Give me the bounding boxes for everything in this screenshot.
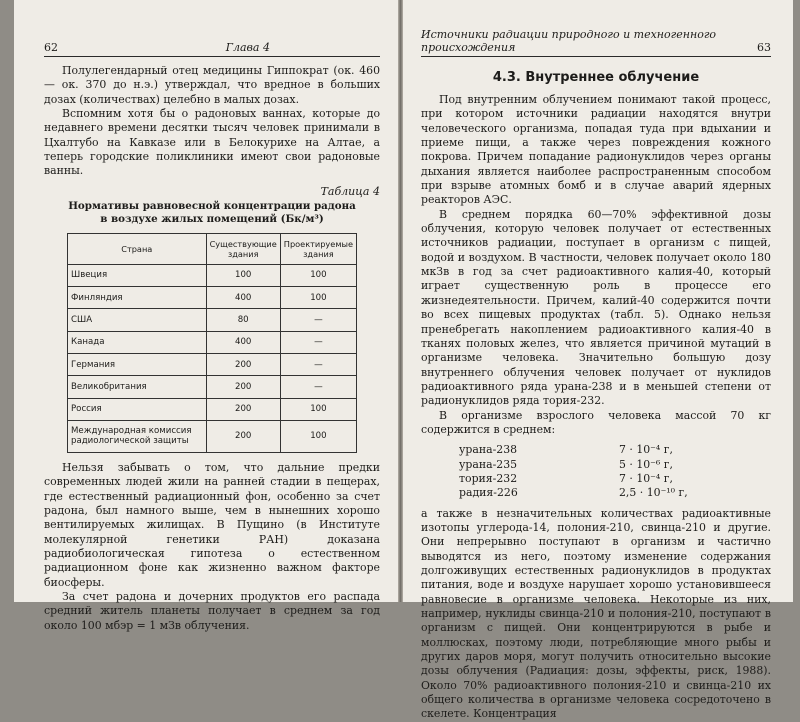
left-paragraph-4: За счет радона и дочерних продуктов его распада средний житель планеты получает в среднем за год около 100 мбэр = 1 мЗв облучения. — [44, 589, 380, 632]
left-page-number: 62 — [44, 41, 58, 54]
right-running-header — [421, 28, 771, 57]
table-cell-existing: 400 — [206, 287, 280, 309]
list-item — [459, 486, 771, 500]
table-row — [68, 309, 357, 331]
right-paragraph-3: В организме взрослого человека массой 70 кг содержится в среднем: — [421, 408, 771, 436]
table-cell-country: Международная комиссия радиологической защиты — [68, 420, 207, 452]
isotope-name: урана-238 — [459, 443, 518, 457]
left-header-title: Глава 4 — [225, 41, 270, 54]
table-cell-existing: 200 — [206, 420, 280, 452]
table-row — [68, 264, 357, 286]
table-cell-country: Россия — [68, 398, 207, 420]
isotope-name: тория-232 — [459, 471, 518, 485]
list-item — [459, 458, 771, 472]
table-row — [68, 398, 357, 420]
isotope-amount: 7 · 10⁻⁴ г, — [619, 471, 673, 485]
right-page — [403, 0, 793, 721]
isotope-amount: 7 · 10⁻⁴ г, — [619, 443, 673, 457]
table-cell-existing: 200 — [206, 398, 280, 420]
table-title — [44, 200, 380, 227]
table-row — [68, 376, 357, 398]
table-cell-existing: 100 — [206, 264, 280, 286]
table-cell-projected: 100 — [280, 420, 356, 452]
table-cell-country: Финляндия — [68, 287, 207, 309]
right-paragraph-2: В среднем порядка 60—70% эффективной дозы облучения, которую человек получает от естественных источников радиации, поступает в организм с пищей, водой и воздухом. В частности, человек получает около 180 мкЗв в год за счет радиоактивного калия-40, который играет существенную роль в процессе его жизнедеятельности. Причем, калий-40 содержится почти во всех пищевых продуктах (табл. 5). Однако нельзя пренебрегать накоплением радиоактивного калия-40 в тканях половых желез, что является причиной мутаций в организме человека. Значительно большую дозу внутреннего облучения человек получает от нуклидов радиоактивного ряда урана-238 и в меньшей степени от радионуклидов ряда тория-232. — [421, 207, 771, 408]
table-cell-country: США — [68, 309, 207, 331]
list-item — [459, 472, 771, 486]
table-cell-projected: — — [280, 309, 356, 331]
table-cell-country: Швеция — [68, 264, 207, 286]
table-cell-projected: — — [280, 353, 356, 375]
right-paragraph-4: а также в незначительных количествах радиоактивные изотопы углерода-14, полония-210, свинца-210 и другие. Они непрерывно поступают в организм и частично выводятся из него, поэтому изменение содержания долгоживущих естественных радионуклидов в продуктах питания, воде и воздухе нарушает хорошо установившееся равновесие в организме человека. Некоторые из них, например, нуклиды свинца-210 и полония-210, поступают в организм с пищей. Они концентрируются в рыбе и моллюсках, поэтому люди, потребляющие много рыбы и других даров моря, могут получить относительно высокие дозы облучения (Радиация: дозы, эффекты, риск, 1988). Около 70% радиоактивного полония-210 и свинца-210 их общего количества в организме человека сосредоточено в скелете. Концентрация — [421, 506, 771, 721]
right-page-number: 63 — [757, 41, 771, 54]
table-cell-projected: 100 — [280, 287, 356, 309]
table-cell-existing: 400 — [206, 331, 280, 353]
isotope-name: урана-235 — [459, 457, 518, 471]
radon-norms-table — [67, 233, 357, 453]
left-paragraph-1: Полулегендарный отец медицины Гиппократ (ок. 460 — ок. 370 до н.э.) утверждал, что вредное в больших дозах (количествах) целебно в малых дозах. — [44, 64, 380, 106]
table-caption: Таблица 4 — [320, 184, 380, 198]
table-cell-existing: 200 — [206, 376, 280, 398]
table-header-country: Страна — [68, 233, 207, 264]
right-paragraph-1: Под внутренним облучением понимают такой процесс, при котором источники радиации находятся внутри человеческого организма, попадая туда при вдыхании и приеме пищи, а также через повреждения кожного покрова. Причем попадание радионуклидов через органы дыхания является наиболее распространенным способом при взрыве атомных бомб и в случае аварий ядерных реакторов АЭС. — [421, 93, 771, 207]
isotope-list — [459, 443, 771, 500]
isotope-amount: 2,5 · 10⁻¹⁰ г, — [619, 486, 688, 500]
table-row — [68, 420, 357, 452]
table-cell-country: Великобритания — [68, 376, 207, 398]
table-cell-projected: 100 — [280, 398, 356, 420]
table-cell-projected: — — [280, 376, 356, 398]
table-cell-projected: 100 — [280, 264, 356, 286]
table-cell-projected: — — [280, 331, 356, 353]
isotope-name: радия-226 — [459, 486, 518, 500]
table-cell-existing: 200 — [206, 353, 280, 375]
table-title-line-2: в воздухе жилых помещений (Бк/м³) — [100, 213, 324, 226]
list-item — [459, 443, 771, 457]
left-page-content — [44, 64, 380, 633]
table-title-line-1: Нормативы равновесной концентрации радона — [68, 199, 356, 212]
isotope-amount: 5 · 10⁻⁶ г, — [619, 457, 673, 471]
table-cell-country: Канада — [68, 331, 207, 353]
left-running-header — [44, 40, 380, 57]
left-paragraph-3: Нельзя забывать о том, что дальние предки современных людей жили на ранней стадии в пещерах, где естественный радиационный фон, особенно за счет радона, был намного выше, чем в нынешних хорошо вентилируемых жилищах. В Пущино (в Институте молекулярной генетики РАН) доказана радиобиологическая гипотеза о естественном радиационном фоне как жизненно важном факторе биосферы. — [44, 460, 380, 589]
table-header-projected: Проектируемые здания — [280, 233, 356, 264]
table-header-existing: Существующие здания — [206, 233, 280, 264]
table-row — [68, 331, 357, 353]
left-page — [14, 0, 398, 632]
table-row — [68, 353, 357, 375]
right-header-title: Источники радиации природного и техногенного происхождения — [421, 28, 717, 54]
table-header-row — [68, 233, 357, 264]
table-cell-country: Германия — [68, 353, 207, 375]
table-row — [68, 287, 357, 309]
right-page-content — [421, 64, 771, 722]
section-heading: 4.3. Внутреннее облучение — [492, 70, 700, 85]
table-cell-existing: 80 — [206, 309, 280, 331]
left-paragraph-2: Вспомним хотя бы о радоновых ваннах, которые до недавнего времени десятки тысяч человек принимали в Цхалтубо на Кавказе или в Белокурихе на Алтае, а теперь городские поликлиники имеют свои радоновые ванны. — [44, 107, 380, 178]
